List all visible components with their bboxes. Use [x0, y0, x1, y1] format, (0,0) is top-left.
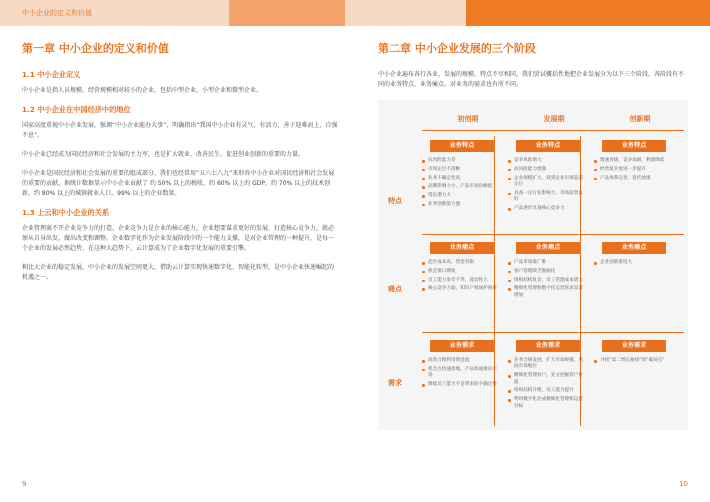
list-item: 具备一定行业影响力，市场前景良好 — [508, 191, 584, 204]
row-label: 痛点 — [388, 285, 402, 293]
chapter-title: 第二章 中小企业发展的三个阶段 — [378, 42, 536, 55]
divider-line — [422, 332, 684, 333]
item-list — [508, 260, 584, 302]
top-bar-segment — [229, 0, 345, 26]
page-number-right: 10 — [679, 480, 688, 488]
top-bar-segment — [345, 0, 466, 26]
list-item: 企业规模扩大，找到企业市场渠道定位 — [508, 176, 584, 189]
list-item: 寻找“第二增长曲线”的“破局点” — [594, 358, 670, 364]
item-list — [594, 260, 670, 269]
list-item: 精细化管理和数字化运营诉求显著增加 — [508, 286, 584, 299]
item-list — [422, 158, 498, 211]
list-item: 竞争风险增大 — [508, 158, 584, 164]
item-list — [594, 158, 670, 184]
list-item: 产品市场推广难 — [508, 260, 584, 266]
list-item: 客户管理缺乏数据化 — [508, 269, 584, 275]
paragraph: 相比大企业的稳定发展，中小企业的发展空间更大，借助云计算实现快速数字化、智能化转型，是中小企业快速崛起的机遇之一。 — [22, 264, 335, 281]
chapter-title: 第一章 中小企业的定义和价值 — [22, 42, 169, 55]
row-tag: 业务特点 — [516, 140, 580, 152]
right-page — [378, 40, 688, 99]
row-label: 需求 — [388, 379, 402, 387]
row-tag: 业务痛点 — [602, 242, 666, 254]
page-number-left: 9 — [22, 480, 27, 488]
section — [22, 70, 338, 96]
section — [22, 208, 338, 283]
row-tag: 业务痛点 — [430, 242, 494, 254]
section-title: 1.2 中小企业在中国经济中的地位 — [22, 105, 131, 114]
list-item: 经营复杂度进一步提升 — [594, 167, 670, 173]
list-item: 业务创新能力强 — [422, 202, 498, 208]
list-item: 产品体系完善、迭代放缓 — [594, 176, 670, 182]
list-item: 核心竞争力弱，知识产权保护困难 — [422, 286, 498, 292]
item-list — [508, 158, 584, 215]
item-list — [422, 260, 498, 295]
list-item: 业务不确定性高 — [422, 176, 498, 182]
item-list — [508, 358, 584, 412]
divider-line — [422, 130, 684, 131]
stage-header: 创新期 — [629, 115, 651, 123]
list-item: 增速放缓，竞争加剧，利润降低 — [594, 158, 670, 164]
stage-header: 初创期 — [457, 115, 479, 123]
list-item: 抗风险能力差 — [422, 158, 498, 164]
row-label: 特点 — [388, 197, 402, 205]
list-item: 高效合理利用资金流 — [422, 358, 498, 364]
list-item: 产品逐步具备核心竞争力 — [508, 206, 584, 212]
section — [22, 105, 338, 199]
list-item: 利用数字化达成精细化管理和运营目标 — [508, 397, 584, 410]
paragraph: 国家高度重视中小企业发展，强调“中小企业能办大事”，明确指出“我国中小企业有灵气、有活力，善于迎难而上、自强不息”。 — [22, 122, 338, 139]
list-item: 机会点快速落地，产品快速推向市场 — [422, 367, 498, 380]
row-tag: 业务特点 — [430, 140, 494, 152]
list-item: 机会窗口期短 — [422, 269, 498, 275]
list-item: 起步成本高、资金有限 — [422, 260, 498, 266]
row-tag: 业务特点 — [602, 140, 666, 152]
list-item: 市场定位不清晰 — [422, 167, 498, 173]
row-tag: 业务需求 — [430, 340, 494, 352]
running-header: 中小企业的定义和价值 — [22, 9, 92, 17]
list-item: 企业创新难度大 — [594, 260, 670, 266]
row-tag: 业务需求 — [602, 340, 666, 352]
paragraph: 中小企业已经成为国民经济和社会发展的主力军，也是扩大就业、改善民生、促进创业创新的重要的力量。 — [22, 151, 305, 158]
paragraph: 中小企业是国民经济和社会发展的重要的组成部分，我们也经常用“五六七八九”来形容中小企业对国民经济和社会发展的重要的贡献。据统计数据显示中小企业贡献了 约 50% 以上的税收，约 60% 以上的 GDP，约 70% 以上的技术创新，约 80% 以上的城镇就业人口，99% 以上的企业数量。 — [22, 170, 335, 197]
list-item: 增长潜力大 — [422, 193, 498, 199]
section-title: 1.3 上云和中小企业的关系 — [22, 208, 110, 217]
section-title: 1.1 中小企业定义 — [22, 70, 81, 79]
item-list — [422, 358, 498, 391]
list-item: 品牌影响力小、产品市场份额低 — [422, 184, 498, 190]
left-page — [22, 40, 338, 292]
stage-header: 发展期 — [543, 115, 565, 123]
paragraph: 企业管理离不开企业竞争力的打造，企业竞争力是企业的核心能力，企业想要谋求更好的发展，打造核心竞争力，就必须从自身出发，做出改变和调整。企业数字化作为企业发展阶段中的一个能力支撑，是对企业管理的一种提升，是每一个企业的发展必然趋势，在这种大趋势下，云计算成为了企业数字化发展的重要引擎。 — [22, 225, 335, 252]
top-bar-segment — [466, 0, 710, 26]
intro-paragraph: 中小企业遍布各行各业，发展的规模、特点不尽相同。我们尝试概括性地把企业发展分为以下三个阶段，各阶段有不同的业务特点、业务痛点，对业务的需求也有所不同。 — [378, 71, 685, 88]
divider-line — [422, 234, 684, 235]
stages-diagram — [378, 100, 688, 430]
row-tag: 业务痛点 — [516, 242, 580, 254]
list-item: 抗风险能力增强 — [508, 167, 584, 173]
list-item: 业务合规发展，扩大市场规模，巩固市场地位 — [508, 358, 584, 371]
paragraph: 中小企业是指人员规模、经营规模相对较小的企业，包括中型企业、小型企业和微型企业。 — [22, 87, 263, 94]
list-item: 精细化管理客户，充分挖掘客户价值 — [508, 373, 584, 386]
row-tag: 业务需求 — [516, 340, 580, 352]
item-list — [594, 358, 670, 367]
list-item: 组织结构升级，员工能力提升 — [508, 388, 584, 394]
top-color-bar — [0, 0, 710, 26]
list-item: 组织结构复杂，员工管理成本增大 — [508, 278, 584, 284]
list-item: 员工能力参差不齐、流动性大 — [422, 278, 498, 284]
list-item: 降低员工能力不足带来的不确定性 — [422, 382, 498, 388]
